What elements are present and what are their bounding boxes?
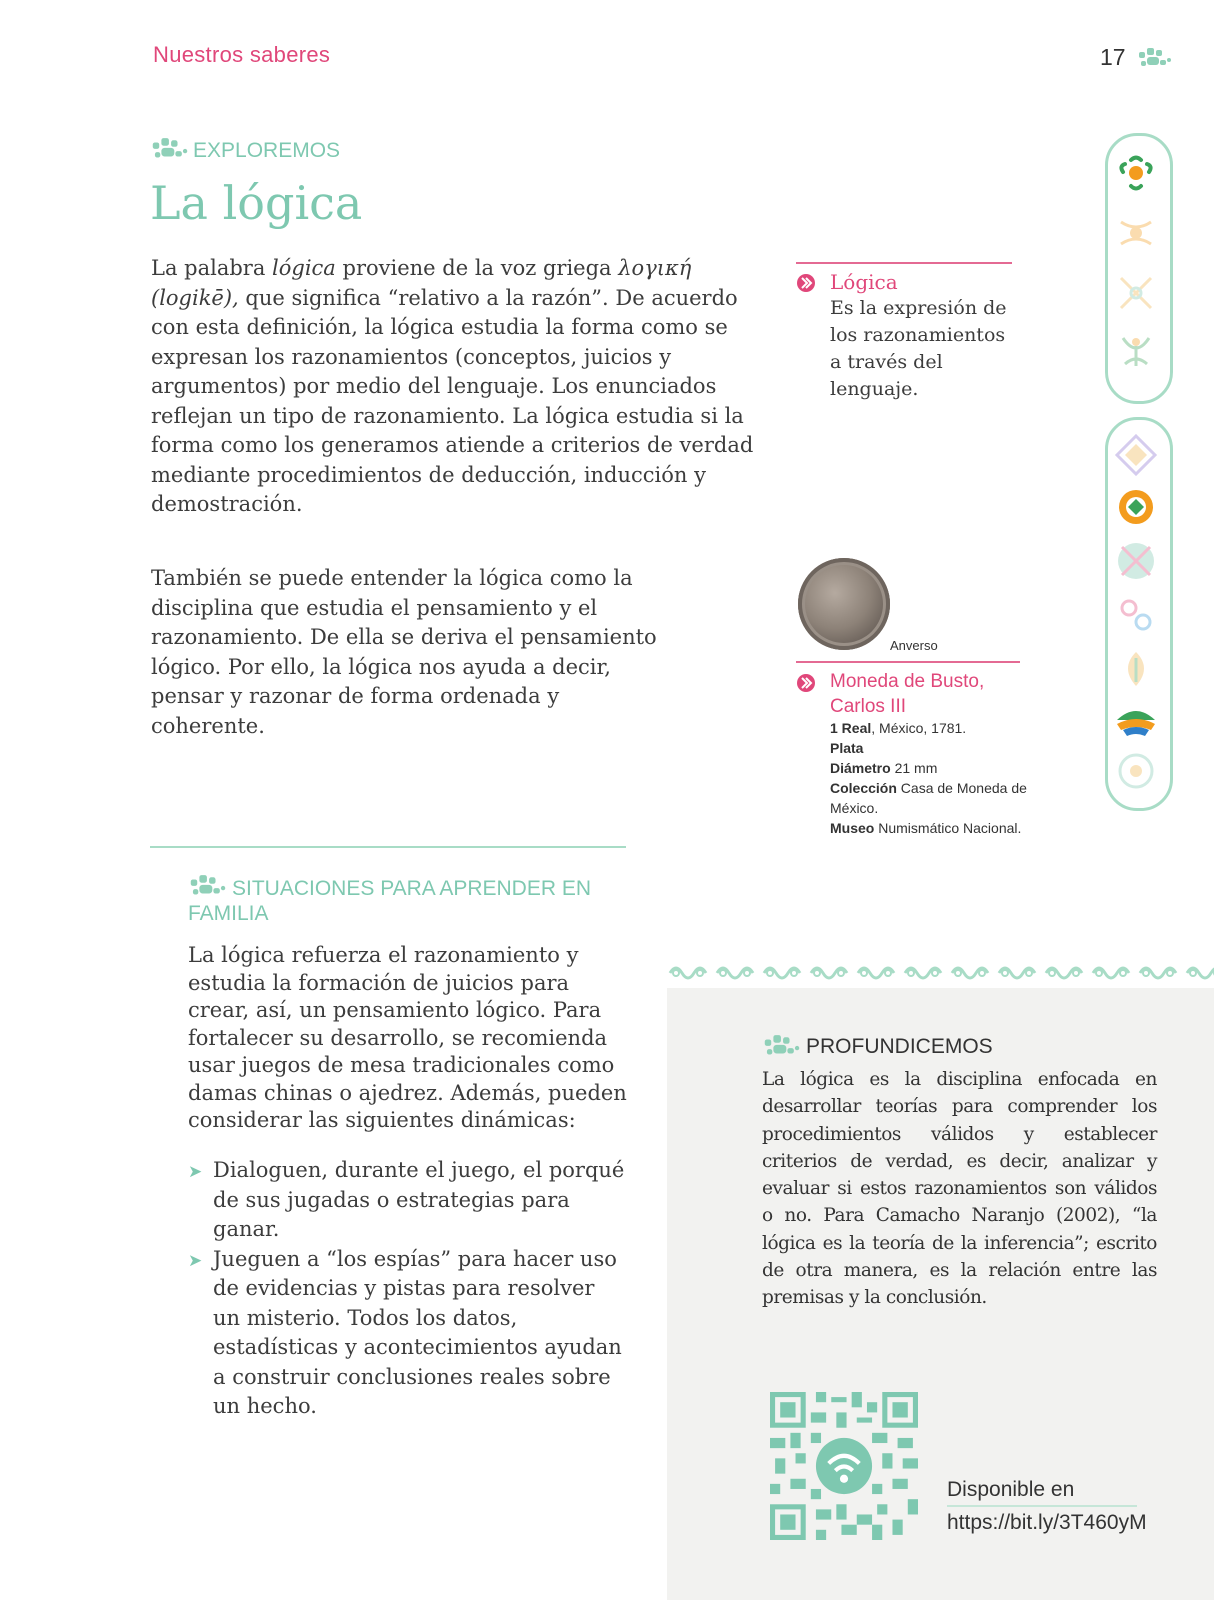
section-label-exploremos: EXPLOREMOS: [193, 139, 341, 162]
intro-greek-word: λογική (logikē),: [151, 256, 692, 310]
axis-icon: [1113, 210, 1159, 256]
coin-image: [798, 558, 890, 650]
coin-museum: Museo Numismático Nacional.: [830, 820, 1022, 836]
axis-icon: [1113, 646, 1159, 692]
axis-icon: [1113, 538, 1159, 584]
intro-text-mid: proviene de la voz griega: [335, 256, 619, 280]
axis-icon: [1113, 150, 1159, 196]
coin-details: [830, 718, 1030, 838]
glossary-definition: Es la expresión de los razonamientos a través del lenguaje.: [830, 297, 1007, 400]
coin-collection: Colección Casa de Moneda de México.: [830, 780, 1027, 816]
section-label-situaciones: SITUACIONES PARA APRENDER EN FAMILIA: [188, 877, 592, 925]
axis-icon: [1113, 484, 1159, 530]
glossary-divider: [796, 262, 1012, 264]
coin-caption: Anverso: [890, 638, 938, 653]
chevron-right-icon: ➤: [188, 1250, 203, 1271]
axis-icon: [1113, 592, 1159, 638]
logic-paragraph: También se puede entender la lógica como la disciplina que estudia el pensamiento y el razonamiento. De ella se deriva el pensamiento lógico. Por ello, la lógica nos ayuda a decir, pensar y razonar de forma ordenada y coherente.: [151, 566, 657, 738]
intro-italic-word: lógica: [272, 256, 336, 280]
chevron-right-icon: [796, 273, 816, 293]
coin-diameter: Diámetro 21 mm: [830, 760, 938, 776]
intro-text-post: que significa “relativo a la razón”. De acuerdo con esta definición, la lógica estudia la forma como se expresan los razonamientos (conceptos, juicios y argumentos) por medio del lenguaje. Los enunciados reflejan un tipo de razonamiento. La lógica estudia si la forma como los generamos atiende a criterios de verdad mediante procedimientos de deducción, inducción y demostración.: [151, 285, 754, 516]
ornament-glyph-icon: [150, 136, 190, 164]
qr-code-icon[interactable]: [770, 1392, 918, 1540]
axis-icon: [1113, 432, 1159, 478]
family-intro: La lógica refuerza el razonamiento y estudia la formación de juicios para crear, así, un pensamiento lógico. Para fortalecer su desarrollo, se recomienda usar juegos de mesa tradicionales como damas chinas o ajedrez. Además, pueden considerar las siguientes dinámicas:: [188, 943, 627, 1132]
ornament-glyph-icon: [1137, 46, 1173, 72]
chevron-right-icon: [796, 673, 816, 693]
list-item: ➤ Dialoguen, durante el juego, el porqué de sus jugadas o estrategias para ganar.: [188, 1158, 625, 1241]
list-item: ➤ Jueguen a “los espías” para hacer uso de evidencias y pistas para resolver un misterio. Todos los datos, estadísticas y acontecimientos ayudan a construir conclusiones reales sobre un hecho.: [188, 1246, 622, 1418]
axis-icon: [1113, 698, 1159, 744]
coin-divider: [796, 661, 1020, 663]
axis-icon: [1113, 328, 1159, 374]
section-label-profundicemos: PROFUNDICEMOS: [806, 1035, 993, 1058]
ornament-glyph-icon: [762, 1033, 802, 1061]
decorative-border: [667, 958, 1214, 988]
chevron-right-icon: ➤: [188, 1162, 203, 1182]
coin-title: Moneda de Busto, Carlos III: [830, 671, 985, 717]
coin-material: Plata: [830, 740, 864, 756]
available-divider: [947, 1505, 1137, 1507]
coin-denomination: 1 Real, México, 1781.: [830, 720, 967, 736]
profundicemos-text: La lógica es la disciplina enfocada en desarrollar teorías para comprender los procedimientos válidos y establecer criterios de verdad, es decir, analizar y evaluar si estos razonamientos son válidos o no. Para Camacho Naranjo (2002), “la lógica es la teoría de la inferencia”; escrito de otra manera, es la relación entre las premisas y la conclusión.: [762, 1069, 1157, 1309]
available-label: Disponible en: [947, 1478, 1075, 1501]
page-number: 17: [1100, 44, 1126, 70]
family-list: [188, 1156, 628, 1422]
resource-link[interactable]: https://bit.ly/3T460yM: [947, 1511, 1147, 1534]
intro-text-pre: La palabra: [151, 256, 273, 280]
running-head: Nuestros saberes: [153, 42, 331, 67]
family-divider: [150, 846, 626, 848]
axis-icon: [1113, 270, 1159, 316]
glossary-term: Lógica: [830, 270, 898, 294]
page-title: La lógica: [150, 176, 363, 230]
intro-paragraph: [151, 254, 761, 520]
axis-icon: [1113, 748, 1159, 794]
